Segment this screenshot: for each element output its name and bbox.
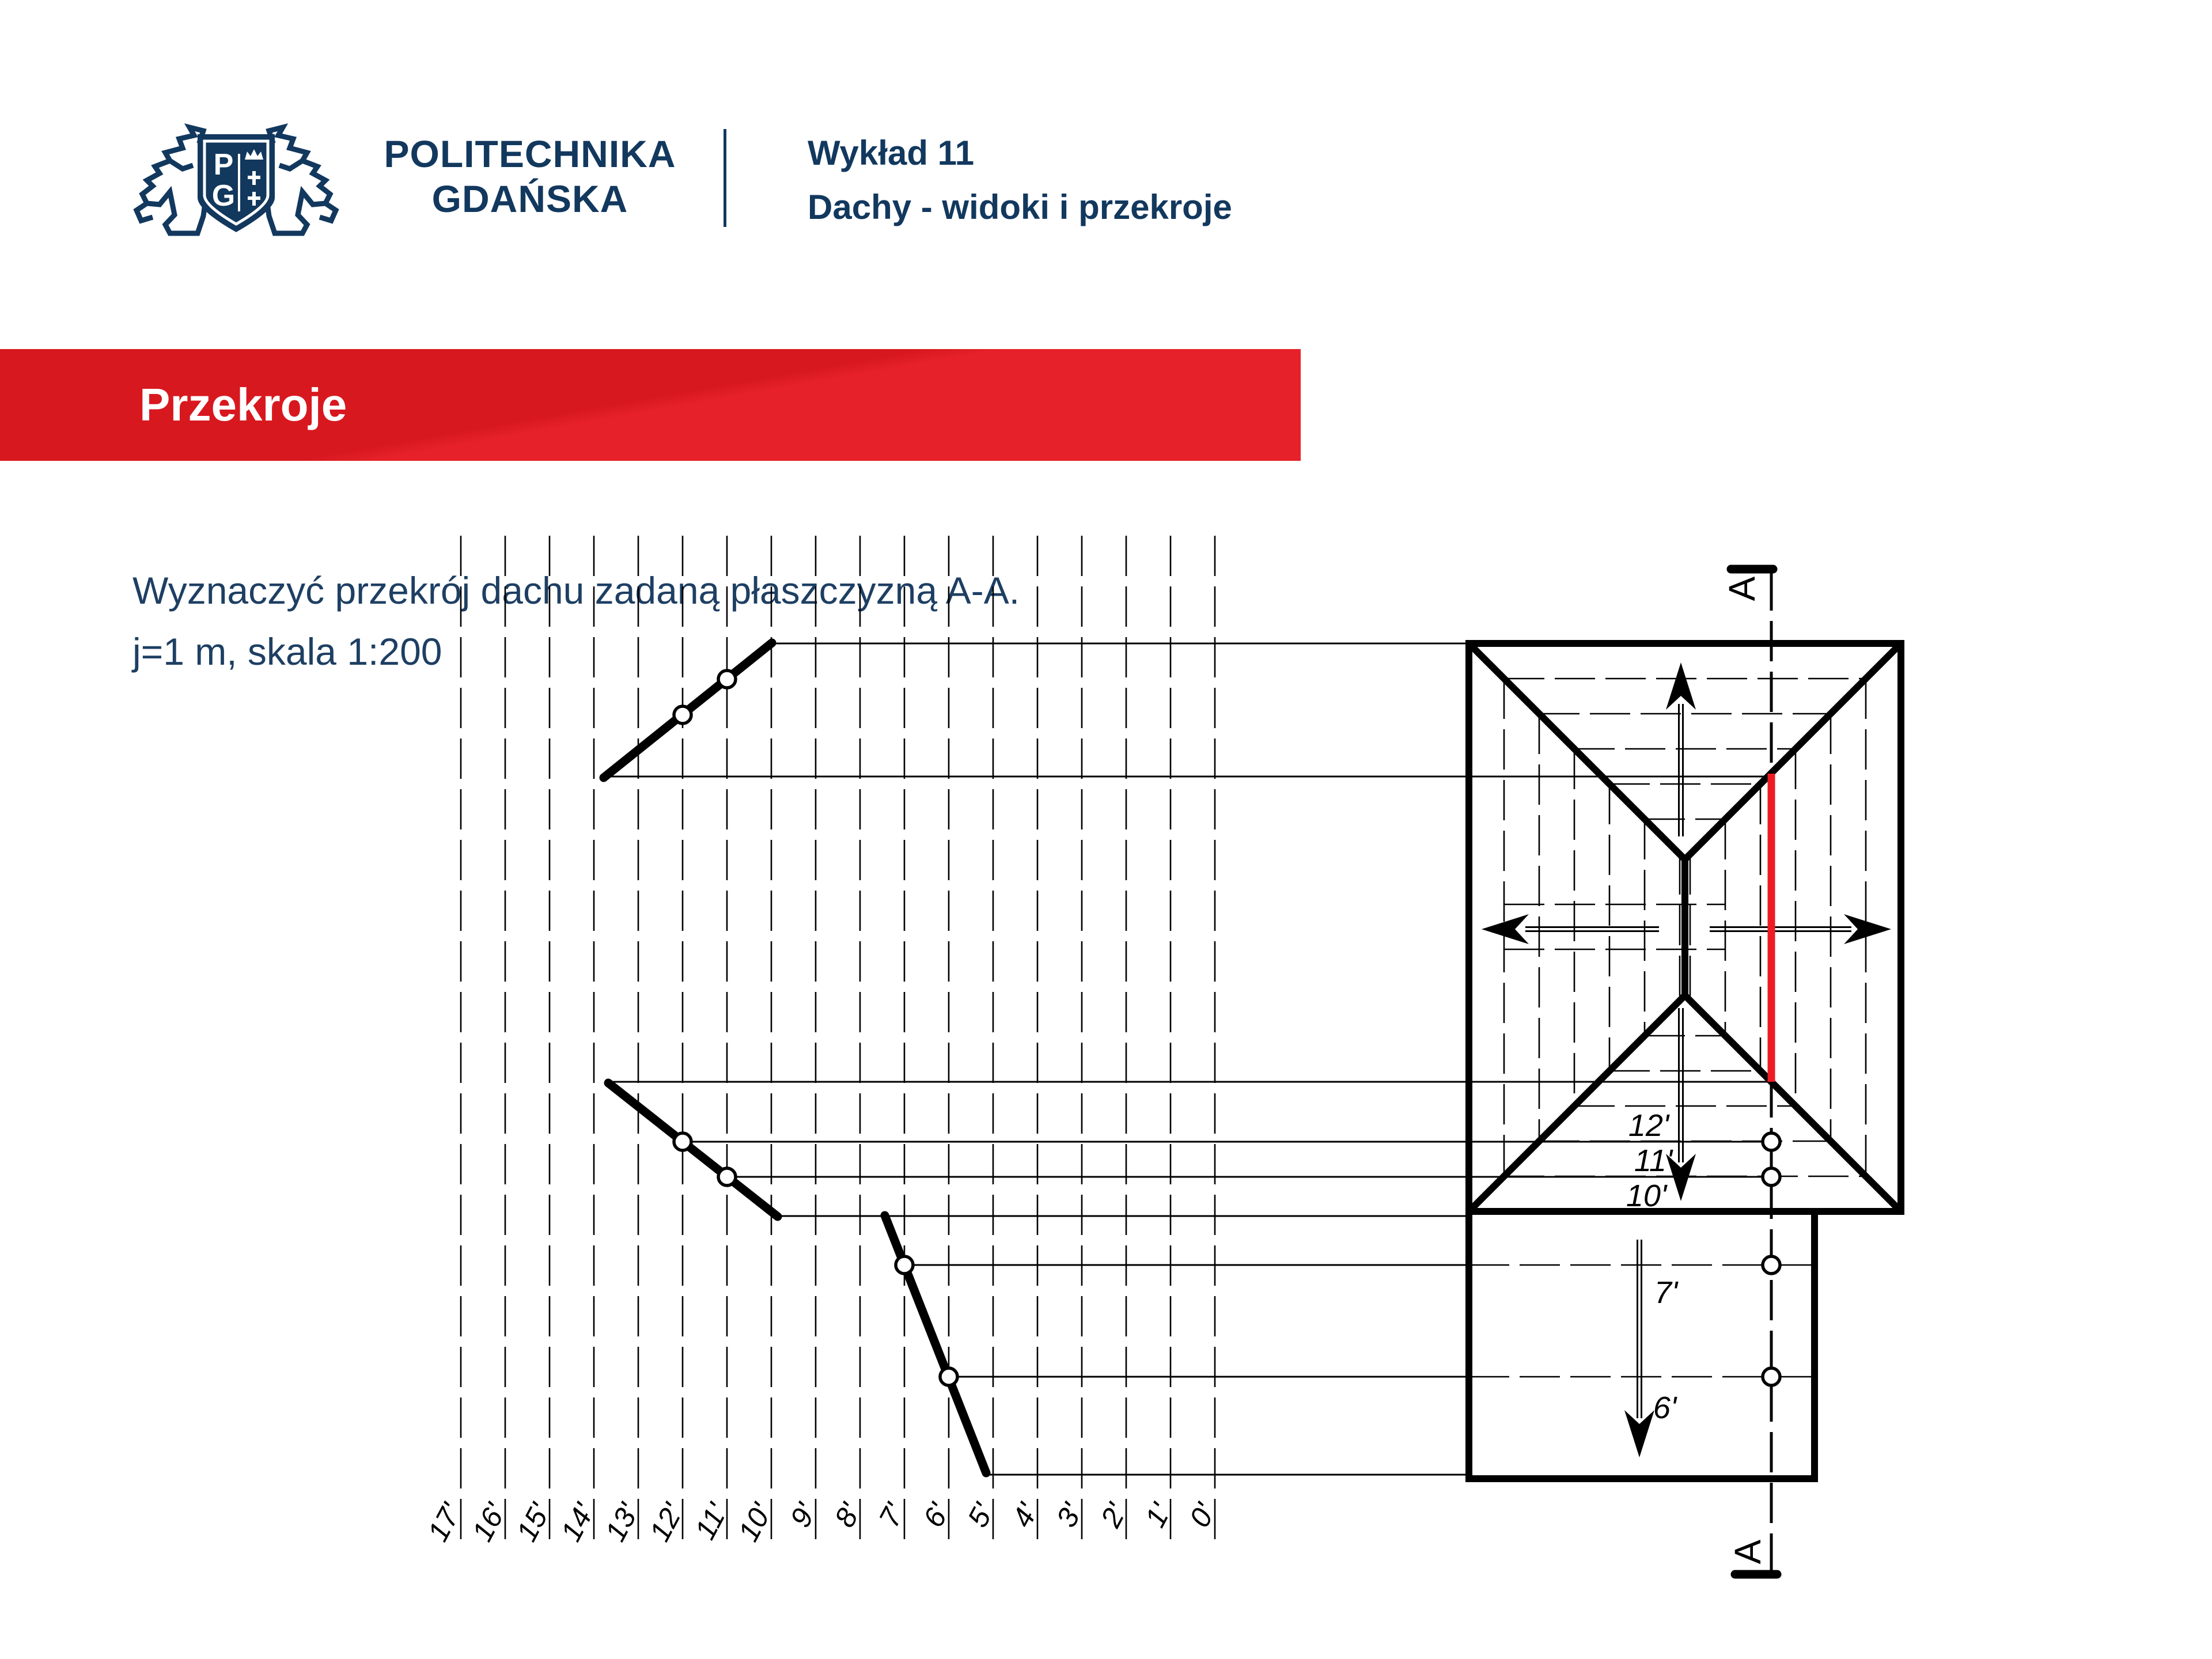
grid-label: 16' (465, 1498, 512, 1547)
grid-label: 8' (828, 1498, 867, 1533)
section-letter-top: A (1721, 576, 1763, 601)
logo-monogram-p: P (213, 148, 234, 181)
hip-se (1685, 995, 1901, 1211)
label-10: 10' (1626, 1179, 1667, 1213)
grid-label: 17' (421, 1498, 468, 1547)
grid-label: 15' (510, 1498, 556, 1547)
grid-label: 6' (916, 1498, 956, 1533)
measure-grid (422, 536, 1222, 1550)
grid-label: 12' (643, 1498, 690, 1547)
lecture-subtitle: Dachy - widoki i przekroje (808, 188, 1232, 226)
grid-label: 11' (688, 1498, 734, 1545)
section-line-AA (1721, 569, 1777, 1574)
grid-label: 13' (599, 1498, 645, 1547)
label-11: 11' (1634, 1143, 1673, 1178)
brand-line1: POLITECHNIKA (384, 132, 676, 175)
brand-line2: GDAŃSKA (431, 177, 628, 220)
profile-segment-3 (885, 1215, 986, 1473)
task-line2: j=1 m, skala 1:200 (132, 630, 442, 673)
roof-plan (1469, 643, 1901, 1479)
label-6: 6' (1653, 1391, 1677, 1425)
construction-points (674, 671, 1780, 1385)
roof-level-lines (1469, 679, 1866, 1377)
arrow-right-icon (1710, 914, 1891, 944)
section-profile-segments (604, 643, 986, 1473)
grid-label: 14' (554, 1498, 601, 1547)
arrow-left-icon (1482, 914, 1659, 944)
grid-label: 9' (783, 1498, 823, 1533)
grid-label: 0' (1183, 1498, 1222, 1533)
grid-label: 10' (732, 1498, 778, 1547)
slope-arrows (1482, 662, 1891, 1457)
lecture-title: Wykład 11 (808, 134, 975, 172)
logo-monogram-g: G (211, 179, 236, 213)
grid-label: 5' (961, 1498, 1000, 1533)
grid-label: 7' (872, 1498, 911, 1533)
grid-label: 1' (1138, 1498, 1177, 1533)
profile-segment-2 (608, 1083, 778, 1217)
label-7: 7' (1654, 1275, 1678, 1310)
banner-title: Przekroje (139, 379, 347, 430)
plan-height-labels (1626, 1108, 1679, 1425)
hip-nw (1469, 643, 1685, 859)
arrow-annex-down-icon (1624, 1240, 1654, 1457)
section-letter-bottom: A (1727, 1539, 1768, 1565)
grid-label: 2' (1094, 1498, 1133, 1533)
hip-ne (1685, 643, 1901, 859)
label-12: 12' (1628, 1108, 1669, 1143)
grid-label: 3' (1050, 1498, 1089, 1533)
grid-label: 4' (1005, 1498, 1044, 1533)
task-line1: Wyznaczyć przekrój dachu zadaną płaszczyzną A-A. (132, 569, 1020, 612)
